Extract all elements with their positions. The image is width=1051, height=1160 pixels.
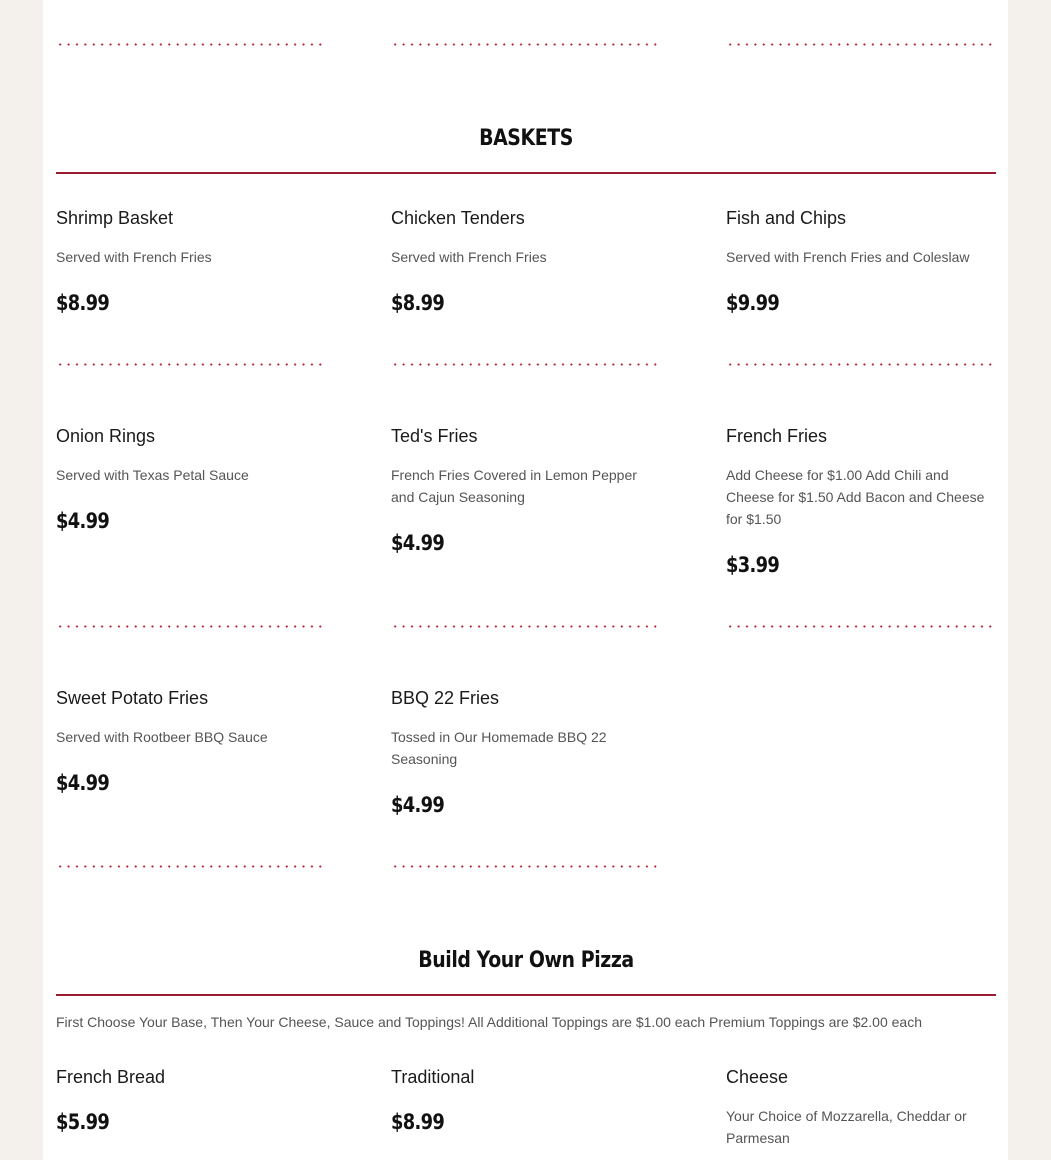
menu-item-description: French Fries Covered in Lemon Pepper and Cajun Seasoning <box>391 467 637 505</box>
menu-item-price: $5.99 <box>56 1110 110 1134</box>
section-rule <box>56 172 996 174</box>
menu-item-price: $9.99 <box>726 291 780 315</box>
section-intro: First Choose Your Base, Then Your Cheese, Sauce and Toppings! All Additional Toppings are $1.00 each Premium Toppings are $2.00 each <box>56 1014 923 1030</box>
menu-item-description: Served with French Fries <box>391 249 547 265</box>
dotted-separator <box>391 43 661 46</box>
menu-item-description: Served with Texas Petal Sauce <box>56 467 249 483</box>
menu-item-name: Shrimp Basket <box>56 208 174 228</box>
section-rule <box>56 994 996 996</box>
menu-item-description: Served with French Fries and Coleslaw <box>726 249 970 265</box>
dotted-separator <box>726 43 996 46</box>
menu-item-price: $4.99 <box>391 531 445 555</box>
menu-item-price: $8.99 <box>391 1110 445 1134</box>
menu-item-price: $8.99 <box>56 291 110 315</box>
menu-item-price: $4.99 <box>56 509 110 533</box>
menu-item-name: Fish and Chips <box>726 208 847 228</box>
section-title-baskets: BASKETS <box>479 126 573 151</box>
menu-item-price: $4.99 <box>56 771 110 795</box>
menu-item-description: Add Cheese for $1.00 Add Chili and Cheese for $1.50 Add Bacon and Cheese for $1.50 <box>726 467 985 527</box>
menu-item-name: Onion Rings <box>56 426 156 446</box>
dotted-separator <box>56 363 326 366</box>
menu-item-name: Chicken Tenders <box>391 208 525 228</box>
menu-item-name: BBQ 22 Fries <box>391 688 500 708</box>
dotted-separator <box>391 363 661 366</box>
dotted-separator <box>391 625 661 628</box>
menu-item-description: Served with Rootbeer BBQ Sauce <box>56 729 268 745</box>
dotted-separator <box>391 865 661 868</box>
menu-item-description: Served with French Fries <box>56 249 212 265</box>
menu-item-price: $3.99 <box>726 553 780 577</box>
dotted-separator <box>726 363 996 366</box>
section-title-pizza: Build Your Own Pizza <box>418 948 634 973</box>
menu-item-description: Tossed in Our Homemade BBQ 22 Seasoning <box>391 729 607 767</box>
menu-item-name: Cheese <box>726 1067 789 1087</box>
dotted-separator <box>56 625 326 628</box>
dotted-separator <box>726 625 996 628</box>
menu-sheet <box>43 0 1008 1160</box>
dotted-separator <box>56 865 326 868</box>
menu-item-name: French Bread <box>56 1067 166 1087</box>
menu-item-price: $8.99 <box>391 291 445 315</box>
menu-item-name: Traditional <box>391 1067 475 1087</box>
dotted-separator <box>56 43 326 46</box>
menu-item-name: Sweet Potato Fries <box>56 688 209 708</box>
menu-item-description: Your Choice of Mozzarella, Cheddar or Parmesan <box>726 1108 967 1146</box>
menu-item-name: Ted's Fries <box>391 426 478 446</box>
menu-item-name: French Fries <box>726 426 828 446</box>
menu-item-price: $4.99 <box>391 793 445 817</box>
